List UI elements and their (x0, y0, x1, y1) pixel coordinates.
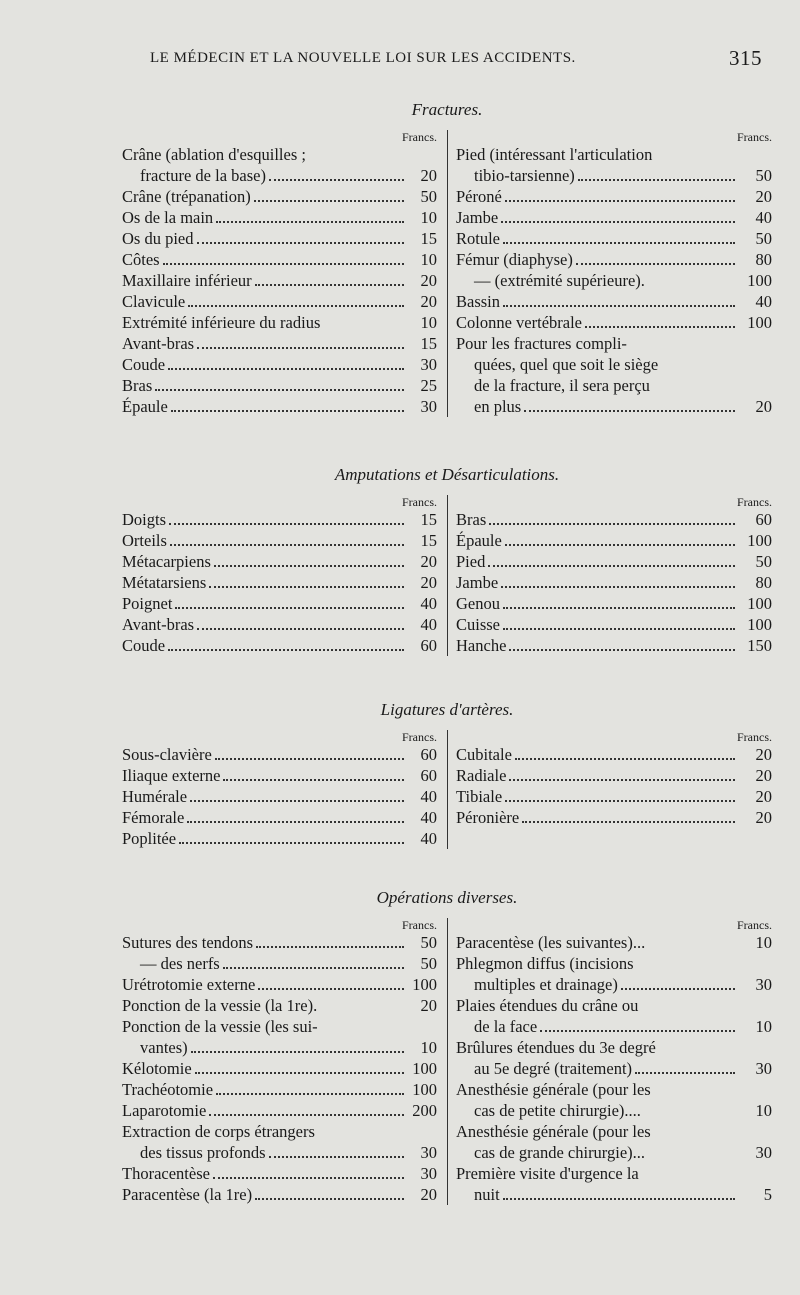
tariff-label: Métacarpiens (122, 552, 211, 571)
tariff-row (456, 995, 772, 1016)
tariff-label: Extraction de corps étrangers (122, 1122, 315, 1141)
tariff-row (122, 228, 437, 249)
tariff-label: Plaies étendues du crâne ou (456, 996, 639, 1015)
tariff-label: en plus (474, 397, 522, 416)
tariff-row (456, 593, 772, 614)
leader-dots (501, 586, 735, 588)
tariff-label: Coude (122, 636, 166, 655)
leader-dots (168, 368, 404, 370)
tariff-label: Poignet (122, 594, 173, 613)
leader-dots (169, 523, 404, 525)
tariff-value: 20 (755, 745, 772, 764)
tariff-value: 20 (420, 271, 437, 290)
tariff-value: 20 (420, 552, 437, 571)
tariff-row (122, 995, 437, 1016)
tariff-label: Épaule (122, 397, 168, 416)
tariff-label: Ponction de la vessie (les sui- (122, 1017, 318, 1036)
tariff-column-left (122, 130, 447, 417)
tariff-row (122, 828, 437, 849)
leader-dots (505, 544, 735, 546)
tariff-value: 30 (420, 1164, 437, 1183)
tariff-value: 100 (747, 313, 772, 332)
tariff-label: Côtes (122, 250, 160, 269)
tariff-label: Pied (intéressant l'articulation (456, 145, 653, 164)
leader-dots (505, 200, 735, 202)
tariff-label: Péronière (456, 808, 520, 827)
tariff-row (456, 807, 772, 828)
leader-dots (175, 607, 404, 609)
tariff-label: Tibiale (456, 787, 503, 806)
leader-dots (170, 544, 404, 546)
tariff-label: Fémorale (122, 808, 185, 827)
tariff-label: Métatarsiens (122, 573, 207, 592)
leader-dots (223, 967, 404, 969)
tariff-row (122, 1016, 437, 1037)
tariff-label: Cuisse (456, 615, 501, 634)
tariff-value: 40 (755, 208, 772, 227)
leader-dots (197, 347, 404, 349)
tariff-label: multiples et drainage) (474, 975, 618, 994)
section-title: Fractures. (411, 100, 483, 119)
tariff-row (456, 186, 772, 207)
tariff-label: — des nerfs (140, 954, 220, 973)
tariff-row (122, 312, 437, 333)
tariff-label: Pour les fractures compli- (456, 334, 627, 353)
tariff-row (456, 228, 772, 249)
tariff-column-right (447, 130, 772, 417)
tariff-label: Poplitée (122, 829, 177, 848)
tariff-value: 20 (420, 996, 437, 1015)
section-operations (122, 888, 772, 1205)
unit-label: Francs. (737, 918, 772, 932)
tariff-row (456, 932, 772, 953)
tariff-value: 10 (755, 933, 772, 952)
tariff-label: Avant-bras (122, 334, 195, 353)
tariff-row (122, 1184, 437, 1205)
tariff-value: 20 (755, 787, 772, 806)
tariff-label: Première visite d'urgence la (456, 1164, 639, 1183)
tariff-label: Iliaque externe (122, 766, 221, 785)
tariff-value: 20 (420, 166, 437, 185)
tariff-column-right (447, 918, 772, 1205)
tariff-label: — (extrémité supérieure). (474, 271, 645, 290)
tariff-label: cas de petite chirurgie).... (474, 1101, 641, 1120)
tariff-row (456, 614, 772, 635)
tariff-row (456, 291, 772, 312)
leader-dots (503, 628, 735, 630)
tariff-row (122, 249, 437, 270)
tariff-value: 50 (420, 187, 437, 206)
tariff-row (122, 974, 437, 995)
tariff-row (456, 1184, 772, 1205)
tariff-column-left (122, 918, 447, 1205)
tariff-row (456, 509, 772, 530)
tariff-row (122, 1100, 437, 1121)
tariff-row (122, 165, 437, 186)
tariff-label: Jambe (456, 573, 499, 592)
leader-dots (503, 305, 735, 307)
tariff-value: 40 (420, 829, 437, 848)
tariff-row (456, 765, 772, 786)
tariff-label: Ponction de la vessie (la 1re). (122, 996, 318, 1015)
tariff-label: nuit (474, 1185, 500, 1204)
tariff-label: Fémur (diaphyse) (456, 250, 573, 269)
tariff-row (122, 786, 437, 807)
tariff-label: Sutures des tendons (122, 933, 254, 952)
tariff-value: 200 (412, 1101, 437, 1120)
tariff-label: Orteils (122, 531, 167, 550)
tariff-value: 100 (747, 531, 772, 550)
tariff-row (122, 1142, 437, 1163)
tariff-label: Urétrotomie externe (122, 975, 256, 994)
tariff-row (122, 186, 437, 207)
tariff-label: Avant-bras (122, 615, 195, 634)
tariff-row (122, 207, 437, 228)
tariff-value: 100 (412, 975, 437, 994)
tariff-value: 15 (420, 334, 437, 353)
tariff-label: Os du pied (122, 229, 194, 248)
tariff-value: 15 (420, 229, 437, 248)
tariff-value: 30 (755, 1059, 772, 1078)
tariff-label: de la fracture, il sera perçu (474, 376, 650, 395)
tariff-label: Coude (122, 355, 166, 374)
leader-dots (503, 242, 735, 244)
leader-dots (255, 284, 404, 286)
tariff-label: de la face (474, 1017, 538, 1036)
tariff-row (456, 551, 772, 572)
unit-label: Francs. (402, 730, 437, 744)
leader-dots (188, 305, 404, 307)
tariff-value: 40 (420, 615, 437, 634)
tariff-row (122, 953, 437, 974)
tariff-label: Maxillaire inférieur (122, 271, 252, 290)
tariff-value: 20 (755, 808, 772, 827)
page-number: 315 (729, 46, 762, 70)
tariff-row (456, 144, 772, 165)
tariff-value: 20 (420, 573, 437, 592)
tariff-value: 100 (747, 271, 772, 290)
leader-dots (524, 410, 735, 412)
tariff-row (122, 572, 437, 593)
tariff-value: 10 (420, 208, 437, 227)
tariff-value: 40 (755, 292, 772, 311)
tariff-label: Bras (456, 510, 487, 529)
tariff-row (456, 1058, 772, 1079)
leader-dots (509, 779, 735, 781)
leader-dots (254, 200, 404, 202)
leader-dots (195, 1072, 404, 1074)
tariff-label: Paracentèse (la 1re) (122, 1185, 253, 1204)
tariff-row (122, 593, 437, 614)
tariff-value: 50 (755, 166, 772, 185)
leader-dots (635, 1072, 735, 1074)
tariff-value: 100 (747, 615, 772, 634)
tariff-row (456, 1163, 772, 1184)
tariff-label: Sous-clavière (122, 745, 212, 764)
leader-dots (515, 758, 735, 760)
tariff-value: 15 (420, 510, 437, 529)
tariff-value: 10 (755, 1101, 772, 1120)
tariff-label: Bras (122, 376, 153, 395)
tariff-label: vantes) (140, 1038, 188, 1057)
tariff-row (456, 572, 772, 593)
tariff-value: 50 (755, 229, 772, 248)
leader-dots (503, 1198, 735, 1200)
tariff-row (456, 744, 772, 765)
tariff-label: Extrémité inférieure du radius (122, 313, 321, 332)
tariff-row (122, 530, 437, 551)
tariff-label: au 5e degré (traitement) (474, 1059, 633, 1078)
leader-dots (215, 758, 404, 760)
tariff-row (122, 144, 437, 165)
tariff-value: 30 (420, 1143, 437, 1162)
tariff-label: Crâne (trépanation) (122, 187, 251, 206)
leader-dots (197, 242, 405, 244)
tariff-row (122, 635, 437, 656)
leader-dots (522, 821, 735, 823)
tariff-table (122, 130, 772, 417)
section-fractures (122, 100, 772, 417)
tariff-row (122, 765, 437, 786)
unit-label: Francs. (737, 130, 772, 144)
tariff-label: Péroné (456, 187, 502, 206)
tariff-label: Brûlures étendues du 3e degré (456, 1038, 656, 1057)
tariff-label: Cubitale (456, 745, 512, 764)
leader-dots (540, 1030, 735, 1032)
tariff-value: 20 (755, 187, 772, 206)
leader-dots (503, 607, 735, 609)
tariff-label: Os de la main (122, 208, 214, 227)
tariff-row (122, 396, 437, 417)
leader-dots (163, 263, 404, 265)
unit-label: Francs. (402, 495, 437, 509)
tariff-row (122, 1037, 437, 1058)
page-header (150, 46, 770, 76)
tariff-value: 30 (420, 397, 437, 416)
leader-dots (168, 649, 404, 651)
tariff-label: Humérale (122, 787, 188, 806)
tariff-label: des tissus profonds (140, 1143, 266, 1162)
tariff-row (456, 530, 772, 551)
tariff-value: 50 (420, 933, 437, 952)
section-amputations (122, 465, 772, 656)
tariff-row (456, 786, 772, 807)
leader-dots (216, 1093, 404, 1095)
section-title: Opérations diverses. (376, 888, 518, 907)
leader-dots (171, 410, 404, 412)
tariff-column-right (447, 730, 772, 849)
tariff-value: 50 (755, 552, 772, 571)
leader-dots (255, 1198, 404, 1200)
leader-dots (256, 946, 404, 948)
tariff-value: 60 (755, 510, 772, 529)
tariff-value: 80 (755, 250, 772, 269)
leader-dots (576, 263, 735, 265)
leader-dots (509, 649, 735, 651)
tariff-label: Doigts (122, 510, 167, 529)
tariff-value: 10 (420, 250, 437, 269)
tariff-row (122, 551, 437, 572)
tariff-label: Genou (456, 594, 500, 613)
leader-dots (223, 779, 404, 781)
tariff-label: fracture de la base) (140, 166, 266, 185)
tariff-label: Épaule (456, 531, 502, 550)
tariff-label: cas de grande chirurgie)... (474, 1143, 646, 1162)
tariff-column-left (122, 730, 447, 849)
tariff-row (456, 396, 772, 417)
tariff-label: Pied (456, 552, 486, 571)
tariff-row (456, 312, 772, 333)
tariff-row (456, 1016, 772, 1037)
tariff-value: 30 (420, 355, 437, 374)
tariff-row (456, 1079, 772, 1100)
tariff-label: Colonne vertébrale (456, 313, 582, 332)
tariff-label: Kélotomie (122, 1059, 192, 1078)
tariff-label: Bassin (456, 292, 501, 311)
tariff-label: Thoracentèse (122, 1164, 210, 1183)
leader-dots (213, 1177, 404, 1179)
tariff-row (122, 744, 437, 765)
leader-dots (269, 1156, 404, 1158)
leader-dots (489, 523, 735, 525)
leader-dots (179, 842, 404, 844)
tariff-label: Radiale (456, 766, 507, 785)
leader-dots (216, 221, 404, 223)
tariff-row (122, 1079, 437, 1100)
tariff-column-right (447, 495, 772, 656)
tariff-row (456, 249, 772, 270)
tariff-value: 10 (420, 313, 437, 332)
leader-dots (258, 988, 404, 990)
tariff-value: 20 (755, 766, 772, 785)
leader-dots (209, 1114, 404, 1116)
tariff-value: 20 (420, 1185, 437, 1204)
tariff-row (456, 270, 772, 291)
tariff-value: 100 (412, 1080, 437, 1099)
leader-dots (197, 628, 404, 630)
tariff-value: 40 (420, 808, 437, 827)
tariff-value: 30 (755, 1143, 772, 1162)
leader-dots (214, 565, 404, 567)
unit-label: Francs. (402, 130, 437, 144)
leader-dots (505, 800, 735, 802)
tariff-row (456, 333, 772, 354)
tariff-row (456, 165, 772, 186)
tariff-label: quées, quel que soit le siège (474, 355, 659, 374)
leader-dots (209, 586, 404, 588)
tariff-table (122, 918, 772, 1205)
tariff-value: 20 (420, 292, 437, 311)
leader-dots (578, 179, 735, 181)
tariff-value: 150 (747, 636, 772, 655)
tariff-label: Anesthésie générale (pour les (456, 1080, 651, 1099)
tariff-value: 10 (420, 1038, 437, 1057)
tariff-row (122, 291, 437, 312)
unit-label: Francs. (402, 918, 437, 932)
tariff-row (122, 1163, 437, 1184)
tariff-value: 20 (755, 397, 772, 416)
leader-dots (191, 1051, 404, 1053)
tariff-row (456, 354, 772, 375)
tariff-row (122, 354, 437, 375)
tariff-value: 40 (420, 594, 437, 613)
tariff-row (122, 1121, 437, 1142)
tariff-row (122, 1058, 437, 1079)
tariff-label: Paracentèse (les suivantes)... (456, 933, 646, 952)
section-title: Ligatures d'artères. (380, 700, 514, 719)
tariff-row (122, 807, 437, 828)
running-title: LE MÉDECIN ET LA NOUVELLE LOI SUR LES ACCIDENTS. (150, 50, 576, 66)
tariff-row (456, 1142, 772, 1163)
tariff-table (122, 495, 772, 656)
tariff-row (456, 953, 772, 974)
tariff-value: 40 (420, 787, 437, 806)
leader-dots (269, 179, 404, 181)
section-title: Amputations et Désarticulations. (334, 465, 560, 484)
tariff-label: Hanche (456, 636, 507, 655)
tariff-label: Laparotomie (122, 1101, 207, 1120)
tariff-row (456, 1037, 772, 1058)
tariff-value: 10 (755, 1017, 772, 1036)
unit-label: Francs. (737, 730, 772, 744)
tariff-label: Anesthésie générale (pour les (456, 1122, 651, 1141)
tariff-row (122, 270, 437, 291)
tariff-value: 50 (420, 954, 437, 973)
tariff-row (456, 635, 772, 656)
tariff-column-left (122, 495, 447, 656)
leader-dots (190, 800, 404, 802)
tariff-row (456, 207, 772, 228)
unit-label: Francs. (737, 495, 772, 509)
tariff-value: 60 (420, 745, 437, 764)
tariff-label: tibio-tarsienne) (474, 166, 575, 185)
tariff-row (122, 614, 437, 635)
tariff-label: Rotule (456, 229, 500, 248)
tariff-label: Trachéotomie (122, 1080, 214, 1099)
leader-dots (187, 821, 404, 823)
leader-dots (501, 221, 735, 223)
tariff-row (456, 1100, 772, 1121)
tariff-row (456, 1121, 772, 1142)
tariff-value: 30 (755, 975, 772, 994)
tariff-label: Clavicule (122, 292, 186, 311)
tariff-value: 25 (420, 376, 437, 395)
tariff-row (456, 375, 772, 396)
tariff-value: 100 (747, 594, 772, 613)
tariff-value: 60 (420, 766, 437, 785)
tariff-row (122, 375, 437, 396)
tariff-value: 60 (420, 636, 437, 655)
tariff-value: 5 (763, 1185, 772, 1204)
tariff-label: Crâne (ablation d'esquilles ; (122, 145, 306, 164)
leader-dots (488, 565, 735, 567)
tariff-row (122, 333, 437, 354)
tariff-row (122, 932, 437, 953)
tariff-value: 15 (420, 531, 437, 550)
section-ligatures (122, 700, 772, 849)
leader-dots (585, 326, 735, 328)
tariff-value: 80 (755, 573, 772, 592)
tariff-table (122, 730, 772, 849)
tariff-label: Jambe (456, 208, 499, 227)
tariff-value: 100 (412, 1059, 437, 1078)
leader-dots (621, 988, 735, 990)
tariff-label: Phlegmon diffus (incisions (456, 954, 634, 973)
leader-dots (155, 389, 404, 391)
tariff-row (456, 974, 772, 995)
tariff-row (122, 509, 437, 530)
